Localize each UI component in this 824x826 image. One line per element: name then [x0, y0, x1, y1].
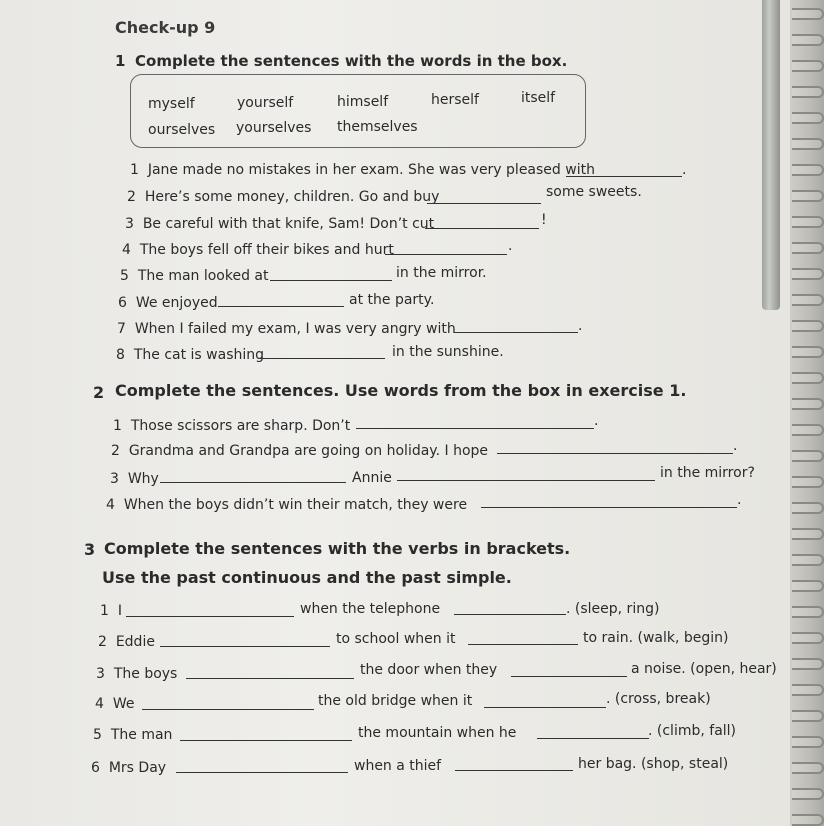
ex3-item-end: a noise. (open, hear) — [631, 661, 777, 677]
binder-coil — [792, 372, 824, 384]
ex1-item-end: some sweets. — [546, 184, 642, 200]
ex2-item-mid: Annie — [352, 470, 392, 486]
ex2-item-end: in the mirror? — [660, 465, 755, 481]
ex1-item: 2 Here’s some money, children. Go and buy — [127, 189, 440, 205]
ex2-item: 3 Why — [110, 471, 159, 487]
binder-coil — [792, 268, 824, 280]
binder-coil — [792, 762, 824, 774]
ex2-number: 2 — [93, 383, 105, 402]
ex3-item-end: her bag. (shop, steal) — [578, 756, 729, 772]
box-word: myself — [148, 96, 195, 112]
answer-blank[interactable] — [160, 646, 330, 647]
ex1-item-end: at the party. — [349, 292, 435, 308]
ex3-item: 3 The boys — [96, 666, 178, 682]
binder-coil — [792, 164, 824, 176]
ex3-item-end: to rain. (walk, begin) — [583, 630, 729, 646]
answer-blank[interactable] — [186, 678, 354, 679]
ex1-item: 1 Jane made no mistakes in her exam. She was very pleased with — [130, 162, 595, 178]
answer-blank[interactable] — [511, 676, 627, 677]
answer-blank[interactable] — [427, 203, 541, 204]
ex2-item: 4 When the boys didn’t win their match, they were — [106, 497, 468, 513]
answer-blank[interactable] — [455, 770, 573, 771]
box-word: herself — [431, 92, 479, 108]
ex1-item: 6 We enjoyed — [118, 295, 218, 311]
binder-coil — [792, 632, 824, 644]
ex2-item: 1 Those scissors are sharp. Don’t — [113, 418, 351, 434]
binder-coil — [792, 580, 824, 592]
ex1-item-end: in the sunshine. — [392, 344, 504, 360]
binder-coil — [792, 710, 824, 722]
ex3-item-end: . (climb, fall) — [648, 723, 737, 739]
answer-blank[interactable] — [454, 332, 578, 333]
answer-blank[interactable] — [180, 740, 352, 741]
ex3-item-mid: to school when it — [336, 631, 456, 647]
ex3-item: 2 Eddie — [98, 634, 155, 650]
ex2-item: 2 Grandma and Grandpa are going on holiday. I hope — [111, 443, 489, 459]
binder-coil — [792, 190, 824, 202]
binder-coil — [792, 554, 824, 566]
binder-coil — [792, 34, 824, 46]
ex3-instruction-1: Complete the sentences with the verbs in brackets. — [104, 539, 571, 558]
ex2-instruction: Complete the sentences. Use words from the box in exercise 1. — [115, 381, 687, 400]
ex3-item: 5 The man — [93, 727, 173, 743]
answer-blank[interactable] — [425, 228, 539, 229]
ex3-item: 6 Mrs Day — [91, 760, 167, 776]
answer-blank[interactable] — [497, 453, 733, 454]
ex3-item-mid: when a thief — [354, 758, 442, 774]
box-word: yourselves — [236, 120, 312, 136]
page-title: Check-up 9 — [115, 18, 216, 37]
box-word: themselves — [337, 119, 418, 135]
ex1-item: 7 When I failed my exam, I was very angry with — [117, 321, 456, 337]
ex3-number: 3 — [84, 540, 96, 559]
binder-clip — [762, 0, 780, 310]
binder-coil — [792, 242, 824, 254]
answer-blank[interactable] — [397, 480, 655, 481]
binder-coil — [792, 216, 824, 228]
answer-blank[interactable] — [385, 254, 507, 255]
answer-blank[interactable] — [468, 644, 578, 645]
ex1-item-end: . — [578, 318, 583, 334]
answer-blank[interactable] — [454, 614, 566, 615]
ex3-item: 4 We — [95, 696, 135, 712]
answer-blank[interactable] — [356, 428, 594, 429]
binder-coil — [792, 346, 824, 358]
ex3-item-mid: when the telephone — [300, 601, 441, 617]
ex2-item-end: . — [733, 438, 738, 454]
answer-blank[interactable] — [160, 482, 346, 483]
binder-coil — [792, 112, 824, 124]
binder-coil — [792, 528, 824, 540]
binder-coil — [792, 502, 824, 514]
binder-coil — [792, 320, 824, 332]
box-word: ourselves — [148, 122, 216, 138]
ex1-item: 5 The man looked at — [120, 268, 269, 284]
ex3-instruction-2: Use the past continuous and the past simple. — [102, 568, 512, 587]
answer-blank[interactable] — [142, 709, 314, 710]
ex1-item: 3 Be careful with that knife, Sam! Don’t cut — [125, 216, 435, 232]
binder-coil — [792, 138, 824, 150]
binder-coil — [792, 814, 824, 826]
answer-blank[interactable] — [481, 507, 737, 508]
ex3-item-mid: the mountain when he — [358, 725, 517, 741]
answer-blank[interactable] — [218, 306, 344, 307]
ex1-item-end: in the mirror. — [396, 265, 487, 281]
answer-blank[interactable] — [566, 176, 682, 177]
binder-coil — [792, 86, 824, 98]
ex3-item-mid: the door when they — [360, 662, 498, 678]
box-word: itself — [521, 90, 556, 106]
spiral-binding — [790, 0, 824, 826]
answer-blank[interactable] — [126, 616, 294, 617]
answer-blank[interactable] — [537, 738, 649, 739]
answer-blank[interactable] — [176, 772, 348, 773]
ex3-item-end: . (sleep, ring) — [566, 601, 660, 617]
binder-coil — [792, 398, 824, 410]
binder-coil — [792, 658, 824, 670]
ex3-item-mid: the old bridge when it — [318, 693, 473, 709]
ex3-item-end: . (cross, break) — [606, 691, 711, 707]
ex3-item: 1 I — [100, 603, 122, 619]
binder-coil — [792, 736, 824, 748]
ex2-item-end: . — [594, 413, 599, 429]
ex1-instruction: Complete the sentences with the words in the box. — [135, 52, 568, 70]
answer-blank[interactable] — [259, 358, 385, 359]
binder-coil — [792, 788, 824, 800]
answer-blank[interactable] — [270, 280, 392, 281]
binder-coil — [792, 606, 824, 618]
ex2-item-end: . — [737, 492, 742, 508]
binder-coil — [792, 450, 824, 462]
binder-coil — [792, 476, 824, 488]
ex1-item: 8 The cat is washing — [116, 347, 265, 363]
answer-blank[interactable] — [484, 707, 606, 708]
binder-coil — [792, 8, 824, 20]
binder-coil — [792, 424, 824, 436]
ex1-item-end: . — [508, 238, 513, 254]
box-word: yourself — [237, 95, 294, 111]
ex1-item-end: . — [682, 162, 687, 178]
ex1-item-end: ! — [541, 212, 547, 228]
ex1-number: 1 — [115, 52, 126, 70]
ex1-item: 4 The boys fell off their bikes and hurt — [122, 242, 394, 258]
binder-coil — [792, 60, 824, 72]
box-word: himself — [337, 94, 389, 110]
binder-coil — [792, 684, 824, 696]
binder-coil — [792, 294, 824, 306]
